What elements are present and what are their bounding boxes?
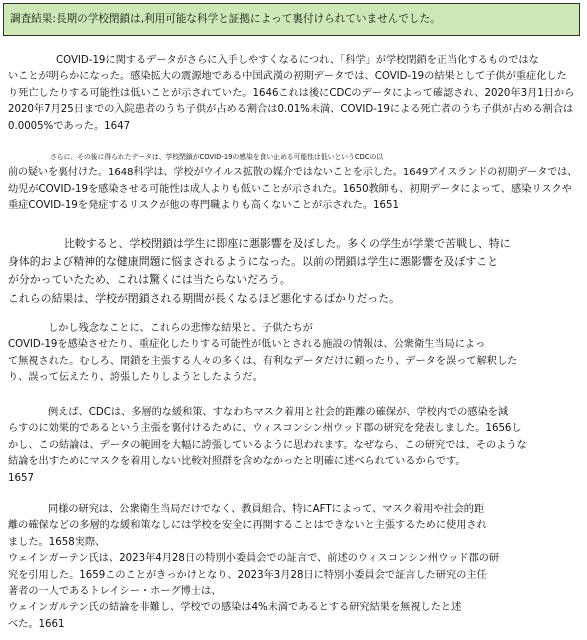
paragraph-line: COVID-19を感染させたり、重症化したりする可能性が低いとされる施設の情報は、公衆衛生当局によっ bbox=[8, 339, 486, 351]
paragraph-line: 0.0005%であった。1647 bbox=[8, 120, 131, 132]
paragraph-5 bbox=[8, 405, 527, 487]
paragraph-line: 同様の研究は、公衆衛生当局だけでなく、教員組合、特にAFTによって、マスク着用や社会的距 bbox=[48, 504, 485, 515]
paragraph-line: て無視された。むしろ、閉鎖を主張する人々の多くは、有利なデータだけに頼ったり、データを誤って解釈した bbox=[8, 355, 518, 367]
paragraph-4 bbox=[8, 321, 517, 387]
paragraph-line: 1657 bbox=[8, 472, 34, 484]
paragraph-line: かし、この結論は、データの範囲を大幅に誇張しているように思われます。なぜなら、この研究では、そのような bbox=[8, 439, 527, 451]
paragraph-line: ウェインガルテン氏の結論を非難し、学校での感染は4%未満であるとする研究結果を無視したと述 bbox=[8, 602, 462, 614]
paragraph-line: 前の疑いを裏付けた。1648科学は、学校がウイルス拡散の媒介ではないことを示した。1649アイスランドの初期データでは、 bbox=[8, 167, 578, 179]
paragraph-line: 身体的および精神的な健康問題に悩まされるようになった。以前の閉鎖は学生に悪影響を及ぼすこと bbox=[8, 255, 499, 269]
paragraph-line: り死亡したりする可能性は低いことが示されていた。1646これは後にCDCのデータによって確認され、2020年3月1日から bbox=[8, 87, 575, 99]
findings-banner: 調査結果:長期の学校閉鎖は,利用可能な科学と証拠によって裏付けられていませんでした。 bbox=[3, 3, 580, 36]
paragraph-line: 例えば、CDCは、多層的な緩和策、すなわちマスク着用と社会的距離の確保が、学校内での感染を減 bbox=[48, 407, 509, 418]
paragraph-line: 究を引用した。1659このことがきっかけとなり、2023年3月28日に特別小委員会で証言した研究の主任 bbox=[8, 569, 487, 581]
paragraph-line: ウェインガーテン氏は、2023年4月28日の特別小委員会での証言で、前述のウィスコンシン州ウッド郡の研 bbox=[8, 553, 500, 565]
paragraph-line: しかし残念なことに、これらの悲惨な結果と、子供たちが bbox=[48, 323, 313, 334]
paragraph-line: いことが明らかになった。感染拡大の震源地である中国武漢の初期データでは、COVID-19の結果として子供が重症化した bbox=[8, 71, 567, 83]
paragraph-line: 離の確保などの多層的な緩和策なしには学校を安全に再開することはできないと主張するために使用され bbox=[8, 520, 487, 532]
paragraph-line: 重症COVID-19を発症するリスクが他の専門職よりも高くないことが示された。1651 bbox=[8, 200, 399, 212]
paragraph-line: 結論を出すためにマスクを着用しない比較対照群を含めなかったと明確に述べられているからです。 bbox=[8, 456, 466, 468]
paragraph-line: 幼児がCOVID-19を感染させる可能性は成人よりも低いことが示された。1650教師も、初期データによって、感染リスクや bbox=[8, 183, 572, 195]
paragraph-1 bbox=[8, 53, 574, 135]
paragraph-3 bbox=[8, 235, 511, 308]
paragraph-line: 比較すると、学校閉鎖は学生に即座に悪影響を及ぼした。多くの学生が学業で苦戦し、特に bbox=[64, 237, 511, 250]
paragraph-2 bbox=[8, 149, 577, 215]
paragraph-line: らすのに効果的であるという主張を裏付けるために、ウィスコンシン州ウッド郡の研究を発表しました。1656し bbox=[8, 423, 522, 435]
paragraph-line: 2020年7月25日までの入院患者のうち子供が占める割合は0.01%未満、COVID-19による死亡者のうち子供が占める割合は bbox=[8, 104, 574, 116]
paragraph-line: り、誤って伝えたり、誇張したりしようとしたようだ。 bbox=[8, 372, 263, 384]
paragraph-line: が分かっていたため、これは驚くには当たらないだろう。 bbox=[8, 273, 291, 287]
paragraph-line: 著者の一人であるトレイシー・ホーグ博士は、 bbox=[8, 586, 222, 598]
paragraph-line: べた。1661 bbox=[8, 618, 65, 630]
paragraph-line: さらに、その後に得られたデータは、学校閉鎖がCOVID-19の感染を食い止める可能性は低いというCDCの以 bbox=[50, 153, 384, 161]
paragraph-line: ました。1658実際、 bbox=[8, 536, 106, 548]
paragraph-line: これらの結果は、学校が閉鎖される期間が長くなるほど悪化するばかりだった。 bbox=[8, 291, 401, 305]
paragraph-6 bbox=[8, 502, 499, 633]
paragraph-line: COVID-19に関するデータがさらに入手しやすくなるにつれ、「科学」が学校閉鎖を正当化するものではな bbox=[56, 55, 539, 66]
